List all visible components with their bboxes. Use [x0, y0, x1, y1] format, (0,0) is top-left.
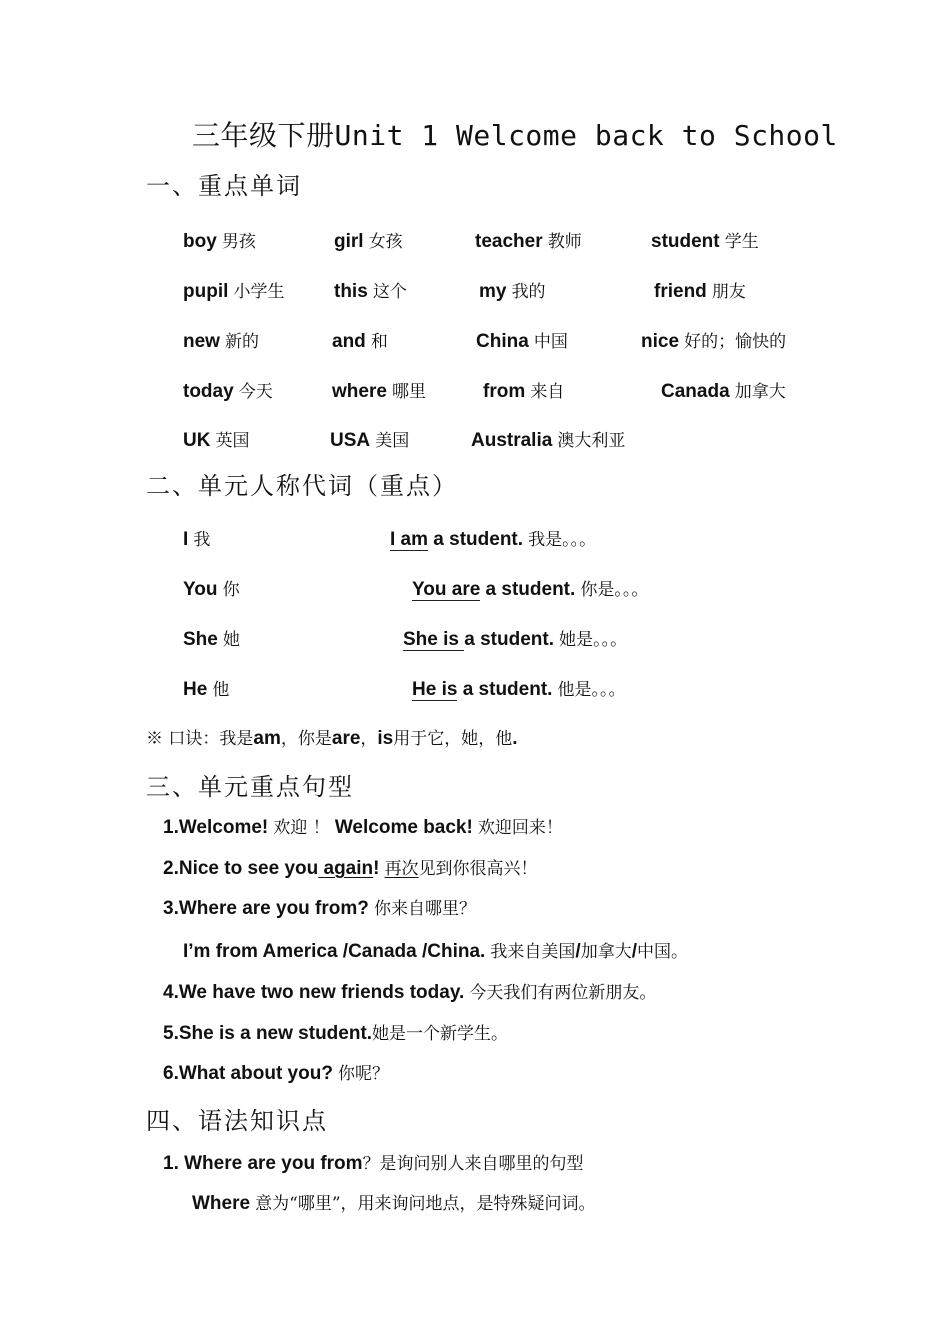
vocab-word: where — [332, 381, 387, 402]
vocab-item — [641, 327, 786, 353]
pronoun-item — [183, 625, 240, 651]
vocab-item — [183, 377, 273, 403]
rhyme-line — [146, 724, 518, 750]
sentence-6 — [163, 1059, 389, 1085]
vocab-meaning: 加拿大 — [734, 382, 786, 402]
pronoun-example — [390, 525, 596, 551]
vocab-meaning: 小学生 — [233, 282, 285, 302]
vocab-meaning: 女孩 — [368, 232, 403, 252]
pronoun-word: You — [183, 579, 218, 600]
pronoun-meaning: 你 — [222, 580, 240, 600]
page-title: 三年级下册Unit 1 Welcome back to School — [192, 119, 838, 152]
vocab-word: China — [476, 331, 529, 352]
example-meaning: 他是。。。 — [557, 680, 626, 700]
sentence-2 — [163, 854, 538, 880]
vocab-meaning: 中国 — [533, 332, 568, 352]
section-heading-grammar: 四、语法知识点 — [146, 1107, 328, 1135]
vocab-word: Australia — [471, 430, 553, 451]
sentence-zh: 加拿大 — [580, 942, 632, 962]
vocab-word: UK — [183, 430, 211, 451]
vocab-word: student — [651, 231, 720, 252]
vocab-meaning: 男孩 — [221, 232, 256, 252]
sentence-zh-underlined: 再次 — [384, 859, 419, 879]
example-subject-verb: She is — [403, 629, 465, 650]
vocab-word: from — [483, 381, 526, 402]
section-heading-sentences: 三、单元重点句型 — [146, 773, 354, 801]
vocab-word: today — [183, 381, 234, 402]
slash: / — [575, 941, 581, 962]
sentence-en: 4.We have two new friends today. — [163, 982, 465, 1003]
vocab-meaning: 教师 — [547, 232, 582, 252]
sentence-zh: 欢迎 ！ — [273, 818, 330, 838]
pronoun-meaning: 他 — [212, 680, 230, 700]
example-rest: a student. — [480, 579, 576, 600]
vocab-word: USA — [330, 430, 371, 451]
sentence-en: 1.Welcome! — [163, 817, 269, 838]
pronoun-meaning: 她 — [222, 630, 240, 650]
sentence-en: ! — [373, 858, 380, 879]
example-rest: a student. — [457, 679, 553, 700]
vocab-meaning: 美国 — [375, 431, 410, 451]
rhyme-text: ，你是 — [280, 729, 332, 749]
pronoun-example — [412, 575, 648, 601]
vocab-item — [183, 277, 284, 303]
sentence-zh: 你呢？ — [338, 1064, 390, 1084]
grammar-en: 1. Where are you from — [163, 1153, 363, 1174]
vocab-meaning: 今天 — [238, 382, 273, 402]
sentence-zh: 你来自哪里？ — [373, 899, 476, 919]
grammar-point-1-note — [192, 1189, 596, 1215]
vocab-item — [332, 327, 388, 353]
rhyme-are: are — [331, 728, 361, 749]
vocab-item — [476, 327, 568, 353]
vocab-meaning: 澳大利亚 — [557, 431, 626, 451]
vocab-word: friend — [654, 281, 707, 302]
sentence-4 — [163, 978, 656, 1004]
sentence-en: 2.Nice to see you — [163, 858, 319, 879]
pronoun-item — [183, 575, 240, 601]
sentence-en: Welcome back! — [334, 817, 473, 838]
sentence-1 — [163, 813, 563, 839]
example-subject-verb: I am — [390, 529, 429, 550]
vocab-item — [330, 426, 409, 452]
vocab-word: nice — [641, 331, 680, 352]
pronoun-meaning: 我 — [193, 530, 211, 550]
vocab-item — [475, 227, 582, 253]
pronoun-word: He — [183, 679, 208, 700]
vocab-meaning: 学生 — [724, 232, 759, 252]
sentence-en: 6.What about you? — [163, 1063, 333, 1084]
grammar-point-1 — [163, 1149, 584, 1175]
vocab-meaning: 和 — [370, 332, 388, 352]
sentence-zh: 欢迎回来！ — [477, 818, 563, 838]
vocab-word: and — [332, 331, 366, 352]
vocab-word: Canada — [661, 381, 730, 402]
pronoun-item — [183, 675, 229, 701]
pronoun-word: I — [183, 529, 189, 550]
vocab-item — [183, 327, 259, 353]
vocab-word: my — [479, 281, 507, 302]
vocab-meaning: 哪里 — [392, 382, 427, 402]
rhyme-text: ※ 口诀：我是 — [146, 729, 254, 749]
vocab-meaning: 新的 — [225, 332, 260, 352]
sentence-zh: 她是一个新学生。 — [372, 1024, 509, 1044]
vocab-meaning: 来自 — [530, 382, 565, 402]
vocab-item — [471, 426, 625, 452]
vocab-item — [479, 277, 546, 303]
vocab-word: teacher — [475, 231, 543, 252]
rhyme-text: 用于它，她，他 — [393, 729, 513, 749]
sentence-zh: 中国。 — [636, 942, 688, 962]
sentence-en: 5.She is a new student. — [163, 1023, 373, 1044]
rhyme-is: is — [377, 728, 394, 749]
rhyme-text: ， — [360, 729, 378, 749]
vocab-word: pupil — [183, 281, 229, 302]
vocab-item — [334, 227, 403, 253]
vocab-word: boy — [183, 231, 217, 252]
example-meaning: 她是。。。 — [559, 630, 628, 650]
sentence-3 — [163, 894, 476, 920]
vocab-item — [483, 377, 564, 403]
vocab-item — [334, 277, 407, 303]
section-heading-vocabulary: 一、重点单词 — [146, 172, 302, 200]
vocab-item — [651, 227, 759, 253]
vocab-meaning: 我的 — [511, 282, 546, 302]
vocab-word: this — [334, 281, 368, 302]
vocab-word: new — [183, 331, 220, 352]
sentence-en: 3.Where are you from? — [163, 898, 369, 919]
sentence-en-underlined: again — [318, 858, 374, 879]
pronoun-example — [412, 675, 626, 701]
example-meaning: 我是。。。 — [528, 530, 597, 550]
vocab-item — [183, 227, 256, 253]
vocab-item — [183, 426, 250, 452]
grammar-zh: 意为“哪里”，用来询问地点，是特殊疑问词。 — [255, 1194, 596, 1214]
example-subject-verb: He is — [412, 679, 458, 700]
rhyme-am: am — [253, 728, 281, 749]
grammar-zh: ？是询问别人来自哪里的句型 — [362, 1154, 584, 1174]
vocab-item — [332, 377, 426, 403]
example-rest: a student. — [428, 529, 524, 550]
pronoun-item — [183, 525, 210, 551]
sentence-3-answer — [183, 937, 688, 963]
vocab-word: girl — [334, 231, 364, 252]
rhyme-dot: . — [512, 728, 518, 749]
example-subject-verb: You are — [412, 579, 481, 600]
sentence-en: I’m from America /Canada /China. — [183, 941, 486, 962]
vocab-item — [661, 377, 786, 403]
vocab-meaning: 朋友 — [711, 282, 746, 302]
vocab-item — [654, 277, 746, 303]
example-rest: a student. — [464, 629, 554, 650]
sentence-zh: 今天我们有两位新朋友。 — [469, 983, 657, 1003]
vocab-meaning: 这个 — [372, 282, 407, 302]
sentence-zh: 见到你很高兴！ — [418, 859, 538, 879]
vocab-meaning: 好的；愉快的 — [684, 332, 787, 352]
grammar-en: Where — [192, 1193, 251, 1214]
slash: / — [631, 941, 637, 962]
sentence-zh: 我来自美国 — [490, 942, 576, 962]
example-meaning: 你是。。。 — [580, 580, 649, 600]
sentence-5 — [163, 1019, 508, 1045]
section-heading-pronouns: 二、单元人称代词（重点） — [146, 472, 458, 500]
pronoun-word: She — [183, 629, 218, 650]
vocab-meaning: 英国 — [215, 431, 250, 451]
pronoun-example — [403, 625, 627, 651]
